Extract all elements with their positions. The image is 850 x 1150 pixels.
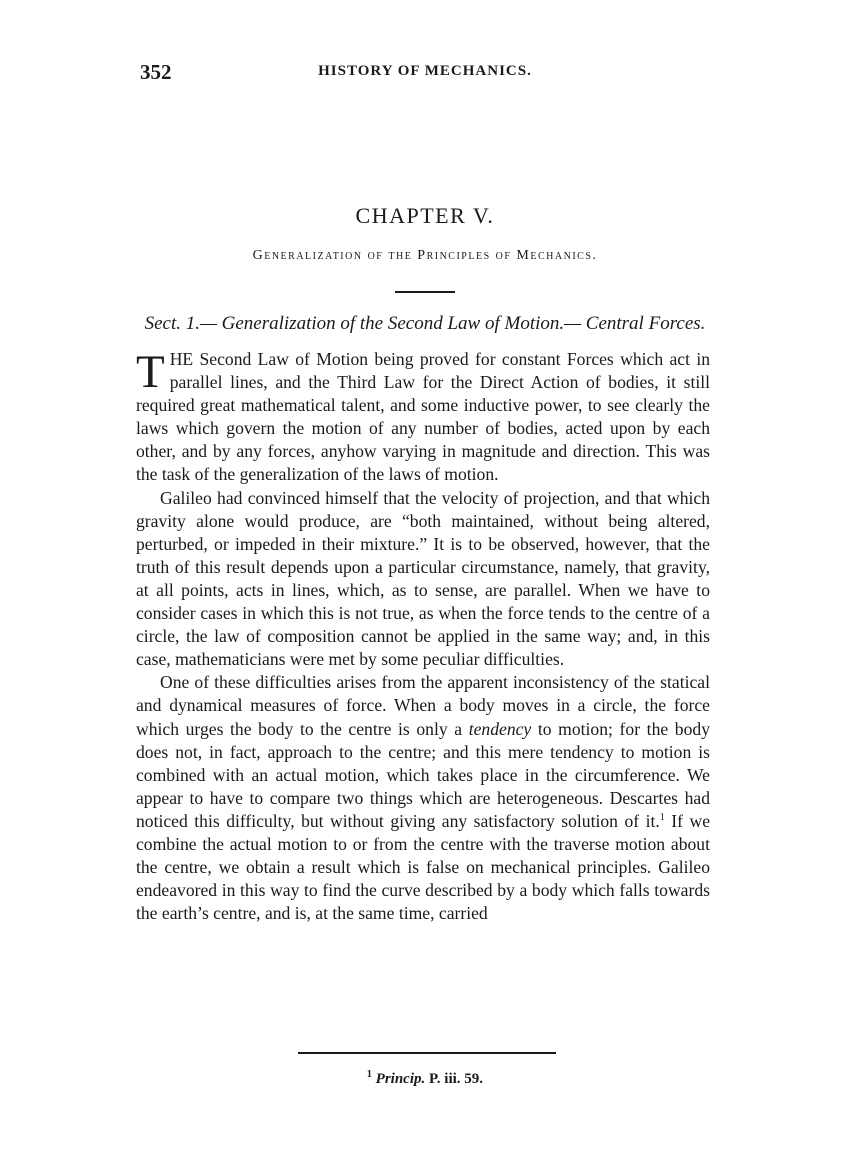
running-head: HISTORY OF MECHANICS. xyxy=(318,63,532,79)
section-heading: Sect. 1.— Generalization of the Second Law of Motion.— Central Forces. xyxy=(144,313,706,334)
page-header xyxy=(140,60,710,88)
footnote-title: Princip. xyxy=(375,1071,426,1087)
paragraph-3-text-c: If we combine the actual motion to or from the centre with the traverse motion about the centre, we obtain a result which is false on mechanical principles. Galileo endeavored in this way to find the curve described by a body which falls towards the earth’s centre, and is, at the same time, carried xyxy=(136,810,710,924)
paragraph-1-text: HE Second Law of Motion being proved for constant Forces which act in parallel lines, and the Third Law for the Direct Action of bodies, it still required great mathematical talent, and some inductive power, to see clearly the laws which govern the motion of any number of bodies, acted upon by each other, and by any forces, anyhow varying in magnitude and direction. This was the task of the generalization of the laws of motion. xyxy=(136,349,710,485)
chapter-subtitle: Generalization of the Principles of Mechanics. xyxy=(252,248,598,263)
paragraph-3-text-b: to motion; for the body does not, in fact, approach to the centre; and this mere tendency to motion is combined with an actual motion, which takes place in the circumference. We appear to have to compare two things which are heterogeneous. Descartes had noticed this difficulty, but without giving any satisfactory solution of it. xyxy=(136,718,710,831)
page-number: 352 xyxy=(140,60,172,84)
footnote-number: 1 xyxy=(366,1069,372,1080)
paragraph-3 xyxy=(136,671,710,925)
paragraph-1 xyxy=(136,348,710,487)
footnote-rule xyxy=(298,1052,556,1054)
footnote-marker[interactable]: 1 xyxy=(659,812,665,824)
chapter-title: CHAPTER V. xyxy=(355,203,495,228)
footnote xyxy=(140,1071,710,1088)
footnote-reference: P. iii. 59. xyxy=(429,1071,484,1087)
title-divider-rule xyxy=(395,291,455,293)
emphasis-tendency: tendency xyxy=(468,718,532,739)
paragraph-2: Galileo had convinced himself that the velocity of projection, and that which gravity alone would produce, are “both maintained, without being altered, perturbed, or impeded in their mixture.” It is to be observed, however, that the truth of this result depends upon a particular circumstance, namely, that gravity, at all points, acts in lines, which, as to sense, are parallel. When we have to consider cases in which this is not true, as when the force tends to the centre of a circle, the law of composition cannot be applied in the same way; and, in this case, mathematicians were met by some peculiar difficulties. xyxy=(136,487,710,670)
drop-cap: T xyxy=(136,346,165,398)
body-text xyxy=(136,348,710,925)
paragraph-3-text-a: One of these difficulties arises from the apparent inconsistency of the statical and dynamical measures of force. When a body moves in a circle, the force which urges the body to the centre is only a xyxy=(136,672,710,739)
